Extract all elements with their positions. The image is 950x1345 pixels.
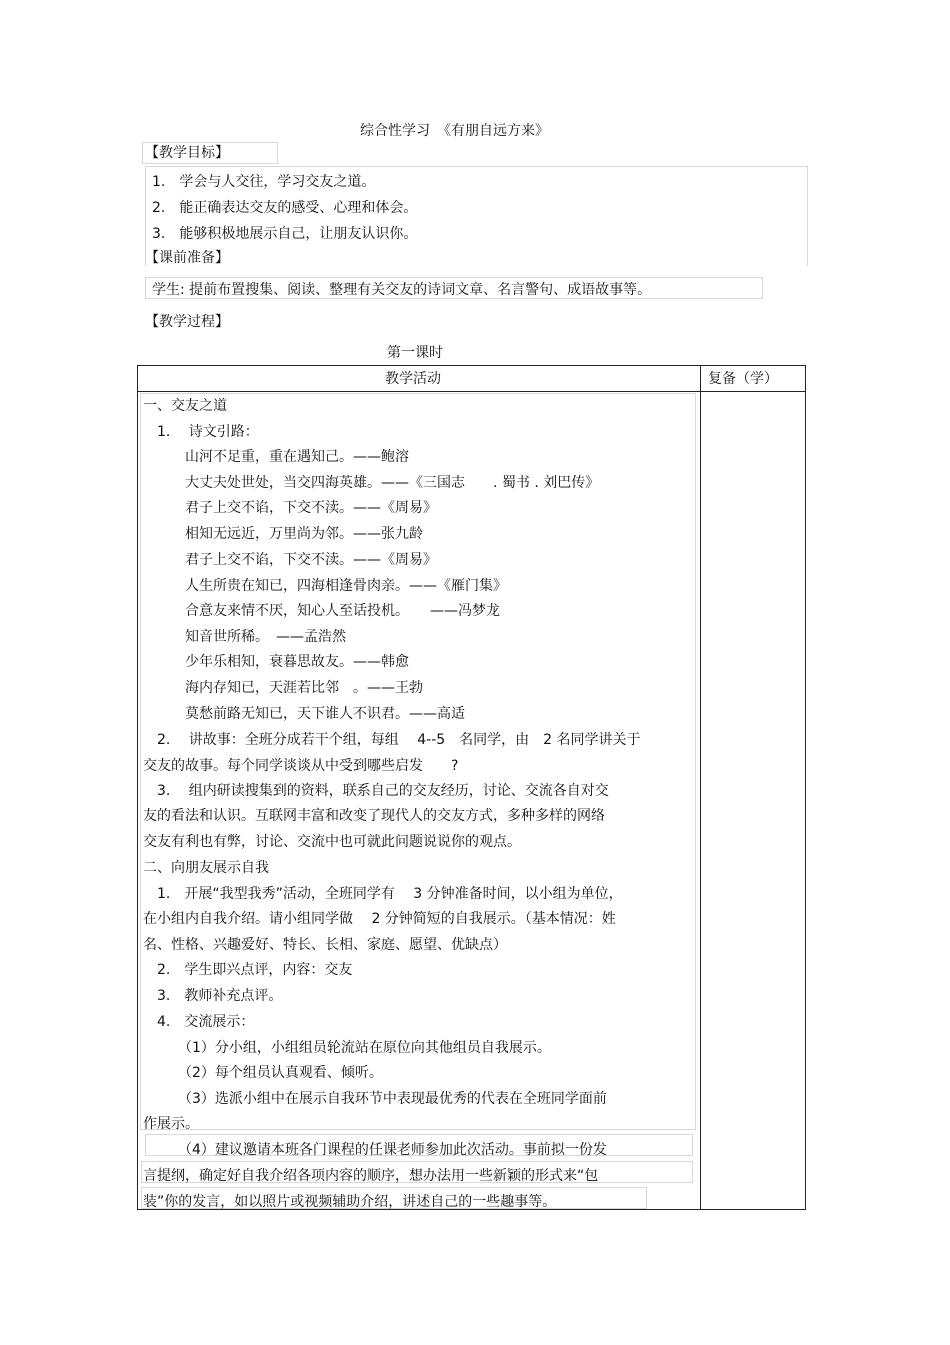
preparation-heading: 【课前准备】 [145,250,229,266]
activity-line: 君子上交不谄，下交不渎。——《周易》 [143,500,437,516]
activity-line: 海内存知已，天涯若比邻 。——王勃 [143,680,423,696]
activity-line: 1. 诗文引路： [143,424,259,440]
activity-line: 山河不足重，重在遇知己。——鲍溶 [143,449,409,465]
table-header-review: 复备（学） [708,371,778,387]
activity-line: 2. 学生即兴点评，内容：交友 [143,962,353,978]
activity-line: 4. 交流展示： [143,1014,255,1030]
activity-line: 交友的故事。每个同学谈谈从中受到哪些启发 ? [143,758,459,774]
activity-line: 君子上交不谄，下交不渎。——《周易》 [143,552,437,568]
activity-line: （3）选派小组中在展示自我环节中表现最优秀的代表在全班同学面前 [143,1091,607,1107]
activity-line: 大丈夫处世处，当交四海英雄。——《三国志 . 蜀书 . 刘巴传》 [143,475,600,491]
table-header-activity: 教学活动 [385,371,441,387]
activity-line: （4）建议邀请本班各门课程的任课老师参加此次活动。事前拟一份发 [143,1142,607,1158]
page-title: 综合性学习 《有朋自远方来》 [360,123,549,139]
activity-line: 1. 开展“我型我秀”活动，全班同学有 3 分钟准备时间，以小组为单位， [143,886,623,902]
activity-line: （2）每个组员认真观看、倾听。 [143,1065,383,1081]
objective-item-2: 2. 能正确表达交友的感受、心理和体会。 [152,200,418,216]
activity-line: 在小组内自我介绍。请小组同学做 2 分钟简短的自我展示。（基本情况：姓 [143,911,616,927]
activity-line: 作展示。 [143,1116,199,1132]
activity-line: 相知无远近，万里尚为邻。——张九龄 [143,526,423,542]
activity-line: 3. 组内研读搜集到的资料，联系自己的交友经历，讨论、交流各自对交 [143,783,609,799]
activity-content [143,396,699,1209]
activity-line: 名、性格、兴趣爱好、特长、长相、家庭、愿望、优缺点） [143,937,507,953]
preparation-text: 学生: 提前布置搜集、阅读、整理有关交友的诗词文章、名言警句、成语故事等。 [152,282,652,298]
lesson-title: 第一课时 [387,345,443,361]
objective-item-3: 3. 能够积极地展示自己，让朋友认识你。 [152,226,418,242]
process-heading: 【教学过程】 [145,314,229,330]
activity-line: 3. 教师补充点评。 [143,988,283,1004]
activity-line: 装”你的发言，如以照片或视频辅助介绍，讲述自己的一些趣事等。 [143,1194,557,1209]
activity-line: 2. 讲故事：全班分成若干个组，每组 4--5 名同学，由 2 名同学讲关于 [143,732,641,748]
activity-line: 合意友来情不厌，知心人至话投机。 ——冯梦龙 [143,603,500,619]
activity-line: 莫愁前路无知已，天下谁人不识君。——高适 [143,706,465,722]
activity-line: （1）分小组，小组组员轮流站在原位向其他组员自我展示。 [143,1040,551,1056]
activity-line: 人生所贵在知已，四海相逢骨肉亲。——《雁门集》 [143,578,507,594]
activity-line: 少年乐相知，衰暮思故友。——韩愈 [143,654,409,670]
activity-line: 友的看法和认识。互联网丰富和改变了现代人的交友方式，多种多样的网络 [143,808,605,824]
activity-line: 交友有利也有弊，讨论、交流中也可就此问题说说你的观点。 [143,834,521,850]
activity-line: 知音世所稀。 ——孟浩然 [143,629,346,645]
activity-line: 言提纲，确定好自我介绍各项内容的顺序，想办法用一些新颖的形式来“包 [143,1168,599,1184]
objectives-heading: 【教学目标】 [145,145,229,161]
objective-item-1: 1. 学会与人交往，学习交友之道。 [152,174,376,190]
activity-line: 二、向朋友展示自我 [143,860,269,876]
activity-line: 一、交友之道 [143,398,227,414]
